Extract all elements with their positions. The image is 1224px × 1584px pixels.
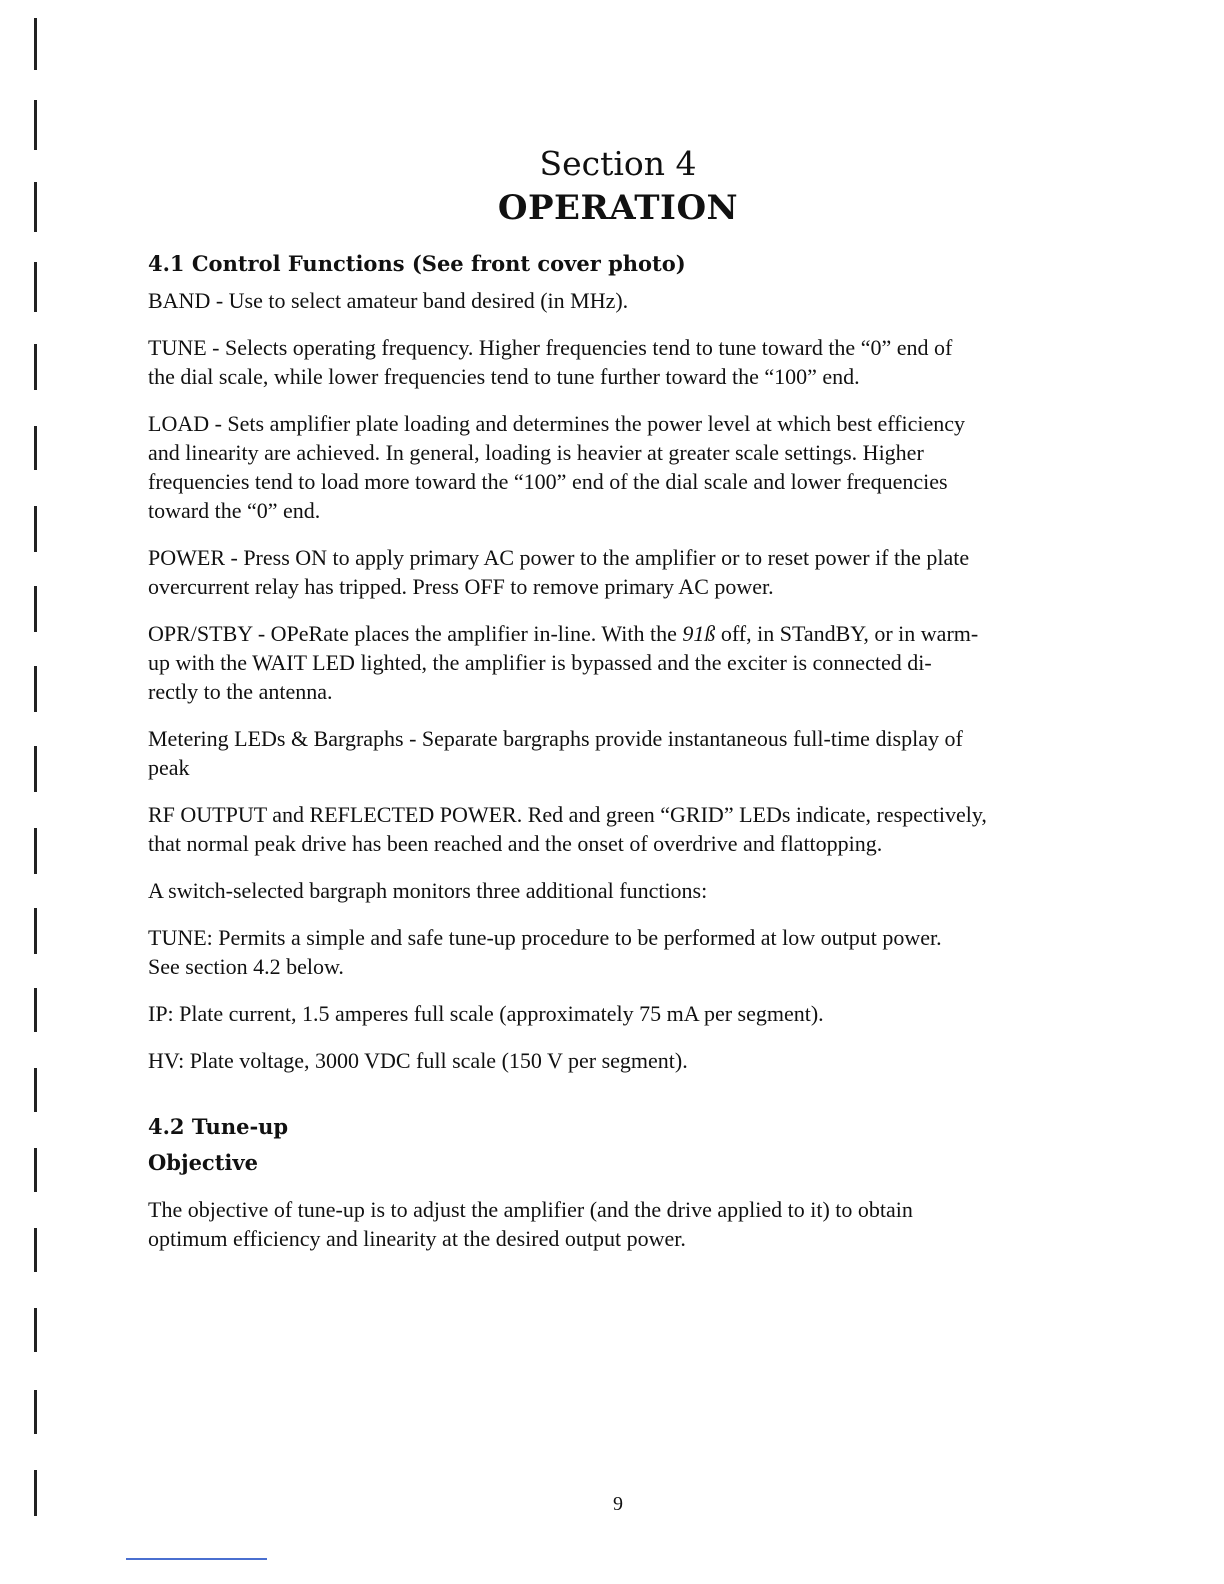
paragraph-tune-function xyxy=(148,923,1088,981)
heading-control-functions: 4.1 Control Functions (See front cover photo) xyxy=(148,251,686,276)
power-line-1: POWER - Press ON to apply primary AC power to the amplifier or to reset power if the plate xyxy=(148,545,970,570)
metering-line-1: Metering LEDs & Bargraphs - Separate bargraphs provide instantaneous full-time display of xyxy=(148,726,963,751)
tune-line-2: the dial scale, while lower frequencies tend to tune further toward the “100” end. xyxy=(148,364,860,389)
ip-fn-text: IP: Plate current, 1.5 amperes full scale (approximately 75 mA per segment). xyxy=(148,1001,824,1026)
objective-line-1: The objective of tune-up is to adjust the amplifier (and the drive applied to it) to obtain xyxy=(148,1197,913,1222)
binding-mark xyxy=(34,1308,37,1352)
tune-fn-line-1: TUNE: Permits a simple and safe tune-up procedure to be performed at low output power. xyxy=(148,925,942,950)
paragraph-metering xyxy=(148,724,1088,782)
opr-line-1-end: off, in STandBY, or in warm- xyxy=(715,621,979,646)
band-text: BAND - Use to select amateur band desired (in MHz). xyxy=(148,288,629,313)
binding-mark xyxy=(34,262,37,312)
opr-line-1-start: OPR/STBY - OPeRate places the amplifier in-line. With the xyxy=(148,621,683,646)
binding-mark xyxy=(34,586,37,632)
binding-mark xyxy=(34,1068,37,1112)
hv-fn-text: HV: Plate voltage, 3000 VDC full scale (150 V per segment). xyxy=(148,1048,688,1073)
paragraph-load xyxy=(148,409,1088,525)
footnote-rule xyxy=(126,1558,267,1560)
binding-mark xyxy=(34,746,37,792)
section-header xyxy=(0,142,1224,230)
paragraph-rf-output xyxy=(148,800,1088,858)
load-line-2: and linearity are achieved. In general, loading is heavier at greater scale settings. Higher xyxy=(148,440,924,465)
metering-line-2: peak xyxy=(148,755,190,780)
paragraph-tune xyxy=(148,333,1088,391)
binding-mark xyxy=(34,908,37,954)
binding-mark xyxy=(34,1228,37,1272)
section-number: Section 4 xyxy=(539,144,697,183)
load-line-4: toward the “0” end. xyxy=(148,498,321,523)
paragraph-hv-function xyxy=(148,1046,1088,1075)
document-body xyxy=(148,250,1088,1253)
opr-line-2: up with the WAIT LED lighted, the amplifier is bypassed and the exciter is connected di- xyxy=(148,650,932,675)
load-line-3: frequencies tend to load more toward the “100” end of the dial scale and lower frequencies xyxy=(148,469,948,494)
tune-fn-line-2: See section 4.2 below. xyxy=(148,954,344,979)
rf-line-2: that normal peak drive has been reached and the onset of overdrive and flattopping. xyxy=(148,831,883,856)
section-title: OPERATION xyxy=(497,188,739,228)
objective-line-2: optimum efficiency and linearity at the desired output power. xyxy=(148,1226,686,1251)
heading-tune-up: 4.2 Tune-up xyxy=(148,1114,289,1139)
paragraph-band xyxy=(148,286,1088,315)
load-line-1: LOAD - Sets amplifier plate loading and determines the power level at which best efficiency xyxy=(148,411,965,436)
binding-mark xyxy=(34,988,37,1032)
paragraph-power xyxy=(148,543,1088,601)
binding-mark xyxy=(34,344,37,390)
paragraph-switch-selected xyxy=(148,876,1088,905)
tune-line-1: TUNE - Selects operating frequency. Higher frequencies tend to tune toward the “0” end of xyxy=(148,335,953,360)
paragraph-ip-function xyxy=(148,999,1088,1028)
opr-line-3: rectly to the antenna. xyxy=(148,679,333,704)
model-name: 91ß xyxy=(682,621,716,646)
binding-mark xyxy=(34,1148,37,1192)
binding-mark xyxy=(34,18,37,70)
switch-selected-text: A switch-selected bargraph monitors three additional functions: xyxy=(148,878,708,903)
binding-mark xyxy=(34,426,37,470)
page-number: 9 xyxy=(613,1493,623,1515)
power-line-2: overcurrent relay has tripped. Press OFF to remove primary AC power. xyxy=(148,574,774,599)
paragraph-objective xyxy=(148,1195,1088,1253)
rf-line-1: RF OUTPUT and REFLECTED POWER. Red and green “GRID” LEDs indicate, respectively, xyxy=(148,802,987,827)
binding-mark xyxy=(34,666,37,712)
heading-objective: Objective xyxy=(148,1150,258,1175)
binding-mark xyxy=(34,506,37,552)
paragraph-opr-stby xyxy=(148,619,1088,706)
binding-mark xyxy=(34,1390,37,1434)
binding-mark xyxy=(34,828,37,874)
